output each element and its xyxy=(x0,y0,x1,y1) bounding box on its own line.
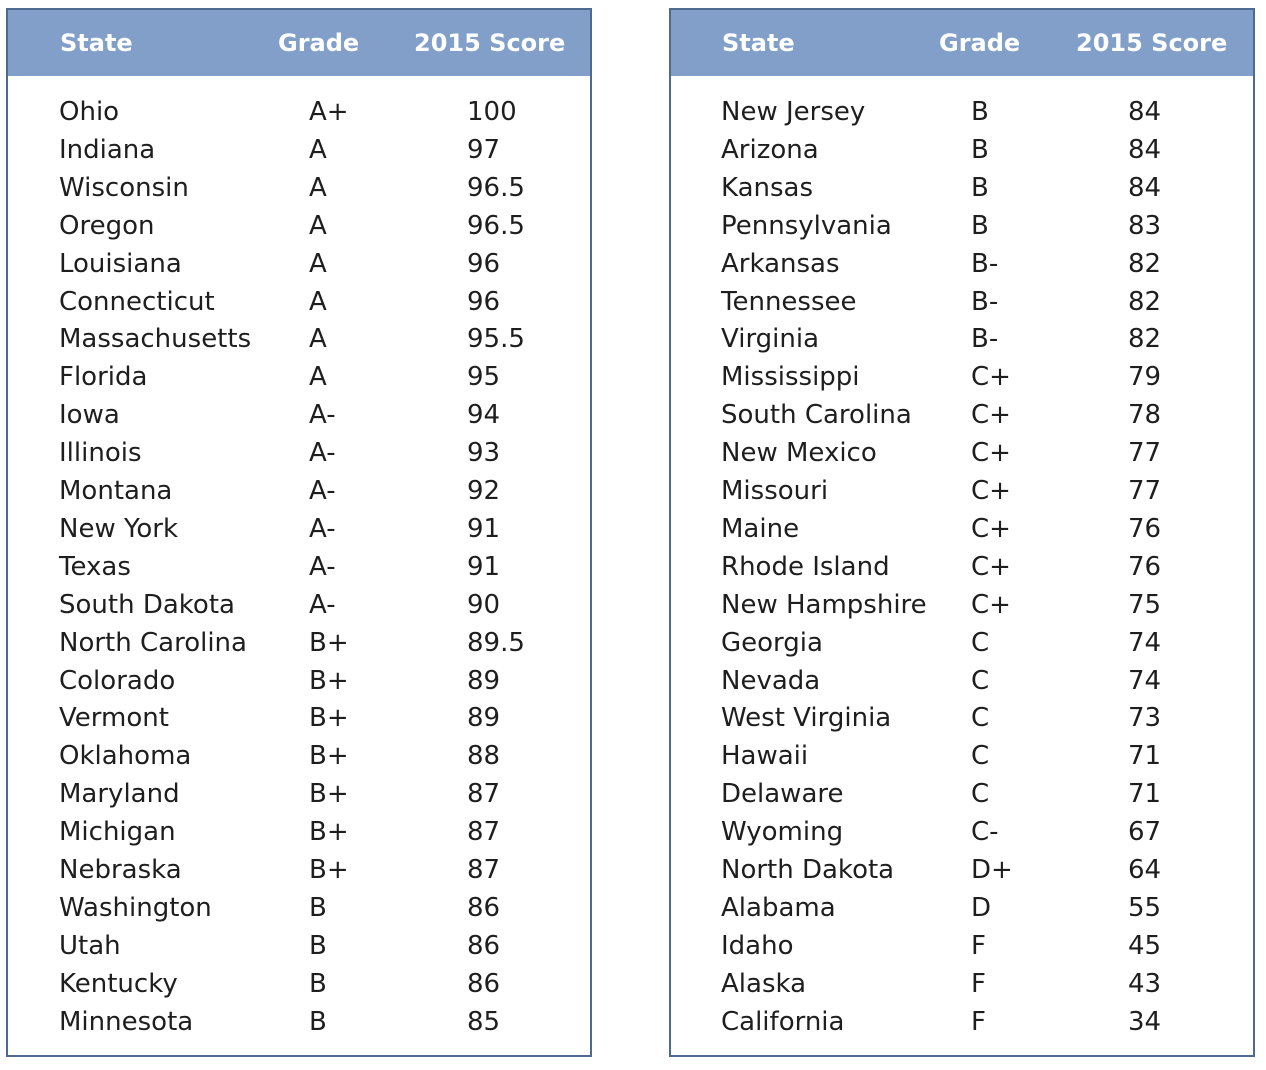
table-row xyxy=(671,434,1253,472)
grade-cell: A- xyxy=(309,438,336,469)
grade-cell: A xyxy=(309,286,327,317)
state-cell: Washington xyxy=(59,892,212,923)
grade-cell: B xyxy=(971,134,989,165)
score-cell: 82 xyxy=(1128,286,1162,317)
score-cell: 75 xyxy=(1128,589,1162,620)
state-cell: Pennsylvania xyxy=(721,210,892,241)
grade-cell: F xyxy=(971,930,986,961)
table-row xyxy=(8,548,590,586)
state-cell: Arkansas xyxy=(721,248,840,279)
grade-cell: C xyxy=(971,703,990,734)
grade-cell: A xyxy=(309,248,327,279)
grade-cell: C xyxy=(971,779,990,810)
state-cell: Mississippi xyxy=(721,362,860,393)
table-row xyxy=(671,737,1253,775)
table-row xyxy=(671,358,1253,396)
score-cell: 64 xyxy=(1128,855,1162,885)
grade-cell: B- xyxy=(971,248,999,279)
table-row xyxy=(671,927,1253,965)
grade-cell: A xyxy=(309,134,327,165)
score-cell: 95 xyxy=(467,362,501,393)
table-row xyxy=(8,1003,590,1041)
grade-cell: B xyxy=(971,210,989,241)
score-cell: 77 xyxy=(1128,476,1162,506)
grade-cell: B xyxy=(971,172,989,203)
state-cell: Maine xyxy=(721,513,800,544)
state-cell: Tennessee xyxy=(721,286,857,317)
state-cell: Minnesota xyxy=(59,1006,194,1037)
state-cell: Colorado xyxy=(59,665,176,696)
table-row xyxy=(671,662,1253,700)
grade-cell: F xyxy=(971,1006,986,1037)
table-row xyxy=(671,320,1253,358)
table-row xyxy=(8,320,590,358)
table-row xyxy=(8,510,590,548)
grade-cell: A- xyxy=(309,400,336,431)
score-cell: 87 xyxy=(467,779,501,810)
state-cell: Georgia xyxy=(721,627,823,658)
table-row xyxy=(8,434,590,472)
table-row xyxy=(671,586,1253,624)
state-cell: Kansas xyxy=(721,172,814,203)
table-row xyxy=(8,472,590,510)
state-cell: Louisiana xyxy=(59,248,182,279)
state-cell: Delaware xyxy=(721,779,844,810)
table-row xyxy=(8,207,590,245)
state-cell: New Hampshire xyxy=(721,589,927,620)
state-cell: Nebraska xyxy=(59,855,182,885)
state-cell: Maryland xyxy=(59,779,180,810)
state-cell: Wyoming xyxy=(721,817,844,848)
score-cell: 86 xyxy=(467,968,501,999)
score-cell: 96.5 xyxy=(467,172,525,203)
state-cell: Hawaii xyxy=(721,741,809,772)
table-row xyxy=(671,283,1253,321)
score-cell: 43 xyxy=(1128,968,1162,999)
score-cell: 76 xyxy=(1128,551,1162,582)
state-cell: Virginia xyxy=(721,324,820,355)
grade-cell: B xyxy=(309,892,327,923)
state-cell: Arizona xyxy=(721,134,819,165)
column-header-2015-score: 2015 Score xyxy=(414,29,566,57)
state-cell: Rhode Island xyxy=(721,551,890,582)
grade-cell: B+ xyxy=(309,665,349,696)
state-cell: Alabama xyxy=(721,892,836,923)
table-row xyxy=(671,510,1253,548)
grade-cell: B+ xyxy=(309,703,349,734)
score-cell: 71 xyxy=(1128,741,1162,772)
score-cell: 34 xyxy=(1128,1006,1162,1037)
table-row xyxy=(8,93,590,131)
grade-cell: C+ xyxy=(971,551,1011,582)
state-cell: Illinois xyxy=(59,438,142,469)
table-row xyxy=(8,245,590,283)
table-row xyxy=(671,775,1253,813)
grade-cell: A- xyxy=(309,476,336,506)
score-cell: 82 xyxy=(1128,324,1162,355)
table-row xyxy=(671,889,1253,927)
score-cell: 55 xyxy=(1128,892,1162,923)
state-cell: Missouri xyxy=(721,476,829,506)
grade-cell: D+ xyxy=(971,855,1013,885)
state-cell: Kentucky xyxy=(59,968,178,999)
state-cell: Vermont xyxy=(59,703,169,734)
grade-cell: F xyxy=(971,968,986,999)
score-cell: 86 xyxy=(467,930,501,961)
table-row xyxy=(8,396,590,434)
score-cell: 89 xyxy=(467,703,501,734)
table-row xyxy=(8,775,590,813)
column-header-grade: Grade xyxy=(939,29,1021,57)
grade-cell: A- xyxy=(309,551,336,582)
grade-cell: B+ xyxy=(309,817,349,848)
table-panel-left xyxy=(6,8,592,1057)
table-header xyxy=(8,10,590,76)
score-cell: 96.5 xyxy=(467,210,525,241)
score-cell: 87 xyxy=(467,817,501,848)
state-cell: Alaska xyxy=(721,968,807,999)
table-row xyxy=(8,889,590,927)
state-cell: Indiana xyxy=(59,134,156,165)
table-row xyxy=(671,207,1253,245)
grade-cell: C xyxy=(971,627,990,658)
table-row xyxy=(8,624,590,662)
grade-cell: C+ xyxy=(971,476,1011,506)
grade-cell: C+ xyxy=(971,589,1011,620)
state-cell: Utah xyxy=(59,930,121,961)
score-cell: 71 xyxy=(1128,779,1162,810)
grade-cell: C+ xyxy=(971,362,1011,393)
state-cell: New York xyxy=(59,513,179,544)
grade-cell: C- xyxy=(971,817,999,848)
score-cell: 97 xyxy=(467,134,501,165)
score-cell: 84 xyxy=(1128,97,1162,127)
table-row xyxy=(8,737,590,775)
grade-cell: A xyxy=(309,324,327,355)
score-cell: 84 xyxy=(1128,172,1162,203)
grade-cell: A xyxy=(309,210,327,241)
state-cell: Montana xyxy=(59,476,173,506)
table-row xyxy=(8,927,590,965)
state-cell: Oklahoma xyxy=(59,741,192,772)
grade-cell: B xyxy=(309,930,327,961)
table-row xyxy=(671,965,1253,1003)
state-cell: Iowa xyxy=(59,400,120,431)
table-row xyxy=(671,131,1253,169)
table-row xyxy=(671,548,1253,586)
state-cell: California xyxy=(721,1006,845,1037)
score-cell: 91 xyxy=(467,551,501,582)
grade-cell: B+ xyxy=(309,627,349,658)
score-cell: 95.5 xyxy=(467,324,525,355)
score-cell: 89 xyxy=(467,665,501,696)
state-cell: Texas xyxy=(59,551,131,582)
score-cell: 74 xyxy=(1128,627,1162,658)
table-row xyxy=(8,662,590,700)
score-cell: 86 xyxy=(467,892,501,923)
grade-cell: A- xyxy=(309,513,336,544)
score-cell: 92 xyxy=(467,476,501,506)
score-cell: 87 xyxy=(467,855,501,885)
column-header-grade: Grade xyxy=(278,29,360,57)
table-row xyxy=(8,169,590,207)
column-header-state: State xyxy=(60,29,133,57)
table-row xyxy=(671,169,1253,207)
table-row xyxy=(671,472,1253,510)
grade-cell: C+ xyxy=(971,438,1011,469)
grade-cell: B- xyxy=(971,286,999,317)
score-cell: 90 xyxy=(467,589,501,620)
state-cell: North Dakota xyxy=(721,855,895,885)
score-cell: 83 xyxy=(1128,210,1162,241)
state-cell: Wisconsin xyxy=(59,172,189,203)
grade-cell: B+ xyxy=(309,855,349,885)
state-cell: Oregon xyxy=(59,210,155,241)
grade-cell: D xyxy=(971,892,992,923)
score-cell: 84 xyxy=(1128,134,1162,165)
table-row xyxy=(671,851,1253,889)
grade-cell: B xyxy=(971,97,989,127)
score-cell: 94 xyxy=(467,400,501,431)
score-cell: 45 xyxy=(1128,930,1162,961)
score-cell: 67 xyxy=(1128,817,1162,848)
table-row xyxy=(671,396,1253,434)
grade-cell: C xyxy=(971,741,990,772)
column-header-2015-score: 2015 Score xyxy=(1076,29,1228,57)
grade-cell: C xyxy=(971,665,990,696)
table-row xyxy=(671,813,1253,851)
grade-cell: B+ xyxy=(309,741,349,772)
grade-cell: B+ xyxy=(309,779,349,810)
grade-cell: B xyxy=(309,968,327,999)
score-cell: 89.5 xyxy=(467,627,525,658)
state-cell: Massachusetts xyxy=(59,324,252,355)
grade-cell: C+ xyxy=(971,513,1011,544)
state-cell: New Jersey xyxy=(721,97,866,127)
table-panel-right xyxy=(669,8,1255,1057)
grade-cell: A- xyxy=(309,589,336,620)
state-cell: North Carolina xyxy=(59,627,247,658)
grade-cell: A xyxy=(309,362,327,393)
table-row xyxy=(8,586,590,624)
score-cell: 82 xyxy=(1128,248,1162,279)
score-cell: 100 xyxy=(467,97,517,127)
state-cell: South Carolina xyxy=(721,400,912,431)
table-row xyxy=(8,358,590,396)
table-row xyxy=(8,965,590,1003)
table-row xyxy=(8,283,590,321)
table-row xyxy=(8,131,590,169)
state-cell: Ohio xyxy=(59,97,120,127)
score-cell: 79 xyxy=(1128,362,1162,393)
state-cell: Connecticut xyxy=(59,286,215,317)
grade-cell: A xyxy=(309,172,327,203)
grade-cell: C+ xyxy=(971,400,1011,431)
state-cell: Idaho xyxy=(721,930,794,961)
score-cell: 93 xyxy=(467,438,501,469)
grade-cell: B- xyxy=(971,324,999,355)
score-cell: 76 xyxy=(1128,513,1162,544)
table-header xyxy=(671,10,1253,76)
score-cell: 96 xyxy=(467,286,501,317)
score-cell: 96 xyxy=(467,248,501,279)
state-cell: South Dakota xyxy=(59,589,235,620)
score-cell: 74 xyxy=(1128,665,1162,696)
table-row xyxy=(671,245,1253,283)
table-row xyxy=(8,699,590,737)
grade-cell: A+ xyxy=(309,97,349,127)
score-cell: 73 xyxy=(1128,703,1162,734)
state-cell: West Virginia xyxy=(721,703,892,734)
state-cell: New Mexico xyxy=(721,438,877,469)
score-cell: 85 xyxy=(467,1006,501,1037)
score-cell: 91 xyxy=(467,513,501,544)
table-row xyxy=(671,699,1253,737)
state-cell: Nevada xyxy=(721,665,821,696)
table-row xyxy=(8,851,590,889)
score-cell: 78 xyxy=(1128,400,1162,431)
grade-cell: B xyxy=(309,1006,327,1037)
score-cell: 88 xyxy=(467,741,501,772)
column-header-state: State xyxy=(722,29,795,57)
state-cell: Florida xyxy=(59,362,148,393)
score-cell: 77 xyxy=(1128,438,1162,469)
table-row xyxy=(671,624,1253,662)
state-cell: Michigan xyxy=(59,817,176,848)
table-row xyxy=(671,1003,1253,1041)
table-row xyxy=(8,813,590,851)
table-row xyxy=(671,93,1253,131)
